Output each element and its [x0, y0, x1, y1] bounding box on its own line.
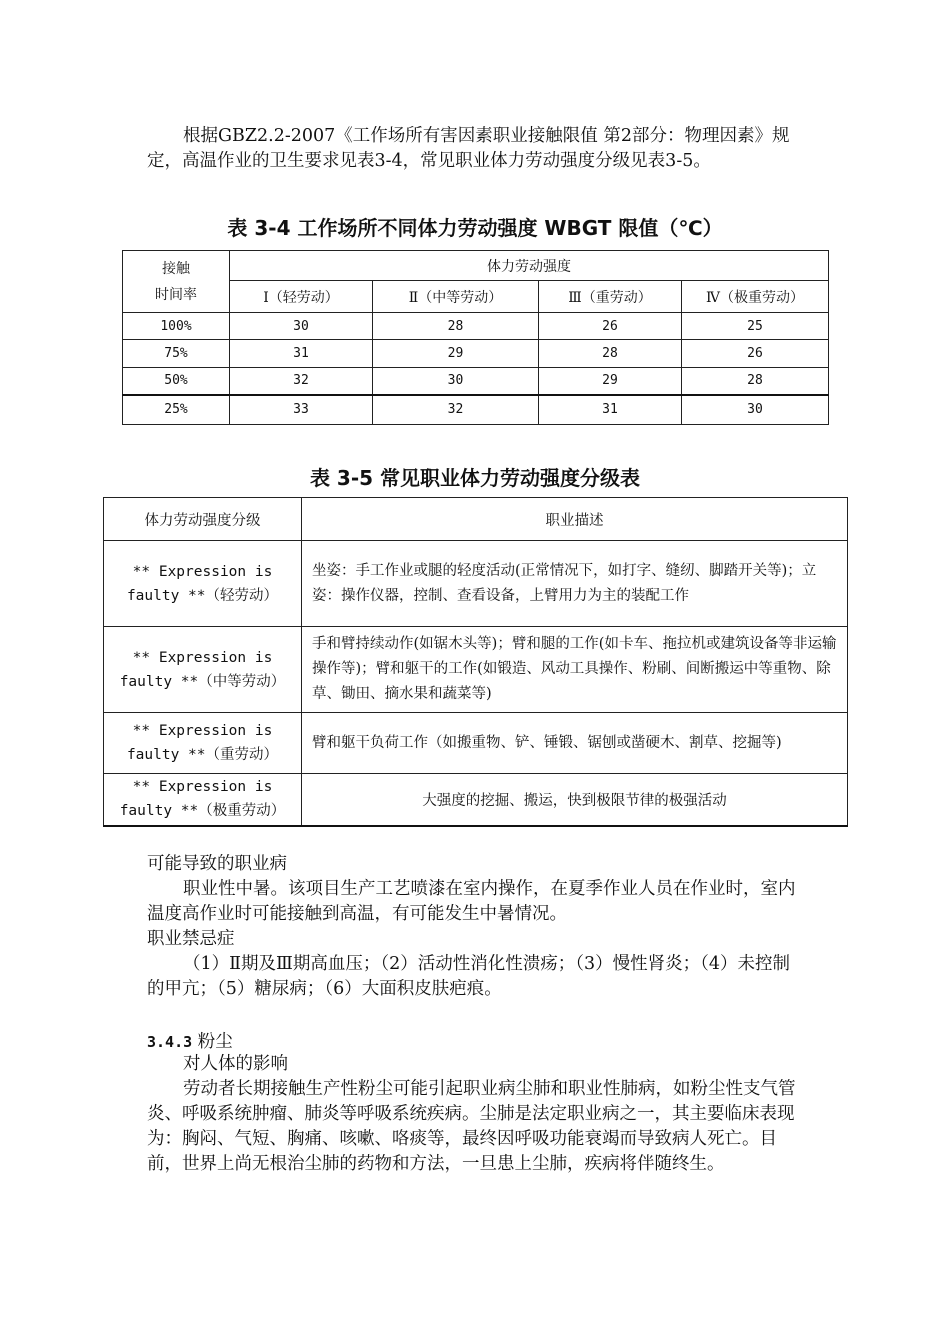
- grade-label: （重劳动）: [205, 747, 279, 763]
- cell: 33: [230, 395, 373, 425]
- grade-label: （轻劳动）: [205, 587, 279, 604]
- col-header: Ⅳ（极重劳动）: [682, 281, 829, 313]
- intro-paragraph: 根据GBZ2.2-2007《工作场所有害因素职业接触限值 第2部分：物理因素》规定，高温作业的卫生要求见表3-4，常见职业体力劳动强度分级见表3-5。: [147, 126, 790, 171]
- table-row: [123, 340, 829, 368]
- table-3-4-caption: 表 3-4 工作场所不同体力劳动强度 WBGT 限值（℃）: [227, 216, 723, 240]
- cell: 30: [373, 368, 539, 395]
- cell: 29: [373, 340, 539, 368]
- section-number: 3.4.3: [147, 1033, 193, 1051]
- contraindication-paragraph: （1）Ⅱ期及Ⅲ期高血压；（2）活动性消化性溃疡；（3）慢性肾炎；（4）未控制的甲亢；（5）糖尿病；（6）大面积皮肤疤痕。: [147, 954, 791, 999]
- section-paragraph: 劳动者长期接触生产性粉尘可能引起职业病尘肺和职业性肺病，如粉尘性支气管炎、呼吸系统肿瘤、肺炎等呼吸系统疾病。尘肺是法定职业病之一，其主要临床表现为：胸闷、气短、胸痛、咳嗽、咯痰等，最终因呼吸功能衰竭而导致病人死亡。目前，世界上尚无根治尘肺的药物和方法，一旦患上尘肺，疾病将伴随终生。: [147, 1079, 796, 1174]
- cell: 75%: [123, 340, 230, 368]
- cell: 50%: [123, 368, 230, 395]
- table-row: [104, 774, 848, 826]
- cell: 100%: [123, 313, 230, 340]
- header-contact-time: 接触 时间率: [123, 251, 230, 313]
- table-row: [123, 313, 829, 340]
- cell: 25%: [123, 395, 230, 425]
- cell: 29: [539, 368, 682, 395]
- section-subtitle: 对人体的影响: [183, 1054, 288, 1074]
- description-cell: 坐姿：手工作业或腿的轻度活动(正常情况下，如打字、缝纫、脚踏开关等)；立姿：操作仪器，控制、查看设备，上臂用力为主的装配工作: [302, 541, 848, 627]
- grade-cell: [104, 627, 302, 713]
- col-header: Ⅰ（轻劳动）: [230, 281, 373, 313]
- section-heading: [147, 1028, 233, 1053]
- description-cell: 手和臂持续动作(如锯木头等)；臂和腿的工作(如卡车、拖拉机或建筑设备等非运输操作等)；臂和躯干的工作(如锻造、风动工具操作、粉刷、间断搬运中等重物、除草、锄田、摘水果和蔬菜等): [302, 627, 848, 713]
- wbgt-limit-table: [122, 250, 829, 425]
- col-header: Ⅱ（中等劳动）: [373, 281, 539, 313]
- cell: 28: [682, 368, 829, 395]
- section-title: 粉尘: [197, 1032, 233, 1052]
- table-row: [123, 395, 829, 425]
- grade-code: ** Expression is faulty **: [119, 649, 273, 690]
- grade-cell: [104, 541, 302, 627]
- disease-title: 可能导致的职业病: [147, 854, 287, 874]
- header-labor-intensity: 体力劳动强度: [230, 251, 829, 281]
- disease-paragraph: 职业性中暑。该项目生产工艺喷漆在室内操作，在夏季作业人员在作业时，室内温度高作业时可能接触到高温，有可能发生中暑情况。: [147, 879, 796, 924]
- cell: 31: [539, 395, 682, 425]
- cell: 28: [373, 313, 539, 340]
- cell: 25: [682, 313, 829, 340]
- grade-label: （极重劳动）: [198, 803, 286, 820]
- cell: 30: [230, 313, 373, 340]
- cell: 26: [682, 340, 829, 368]
- grade-code: ** Expression is faulty **: [126, 723, 273, 763]
- grade-label: （中等劳动）: [198, 673, 286, 690]
- header-grade: 体力劳动强度分级: [104, 498, 302, 541]
- table-row: [104, 713, 848, 774]
- grade-cell: [104, 713, 302, 774]
- contraindication-title: 职业禁忌症: [147, 929, 235, 949]
- table-row: [123, 368, 829, 395]
- grade-code: ** Expression is faulty **: [119, 779, 273, 820]
- cell: 28: [539, 340, 682, 368]
- description-cell: 大强度的挖掘、搬运，快到极限节律的极强活动: [302, 774, 848, 826]
- grade-cell: [104, 774, 302, 826]
- cell: 32: [373, 395, 539, 425]
- description-cell: 臂和躯干负荷工作（如搬重物、铲、锤锻、锯刨或凿硬木、割草、挖掘等): [302, 713, 848, 774]
- cell: 30: [682, 395, 829, 425]
- grade-code: ** Expression is faulty **: [126, 563, 273, 604]
- table-row: [104, 627, 848, 713]
- cell: 32: [230, 368, 373, 395]
- cell: 31: [230, 340, 373, 368]
- cell: 26: [539, 313, 682, 340]
- table-row: [104, 541, 848, 627]
- header-description: 职业描述: [302, 498, 848, 541]
- col-header: Ⅲ（重劳动）: [539, 281, 682, 313]
- table-3-5-caption: 表 3-5 常见职业体力劳动强度分级表: [309, 466, 641, 490]
- labor-intensity-table: [103, 497, 848, 827]
